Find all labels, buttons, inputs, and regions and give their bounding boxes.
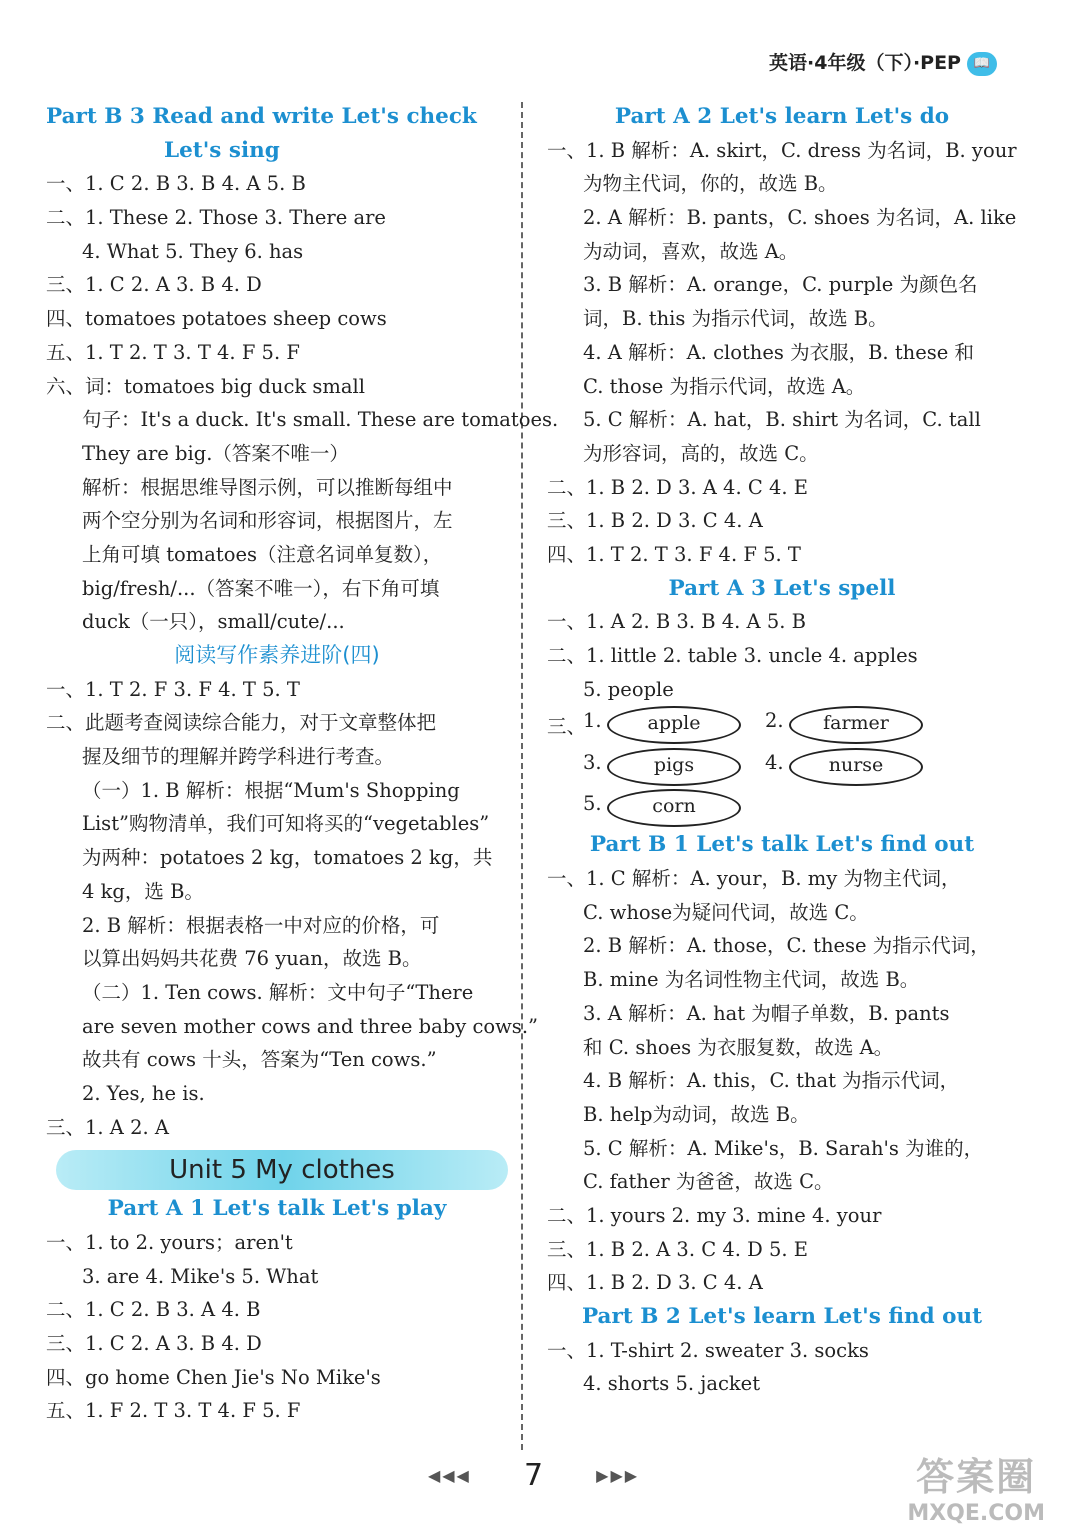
answer-line: 一、1. T-shirt 2. sweater 3. socks [547,1338,869,1362]
answer-line: 二、1. yours 2. my 3. mine 4. your [547,1203,882,1227]
answer-line: 为物主代词，你的，故选 B。 [583,172,838,196]
answer-line: 句子：It's a duck. It's small. These are tomatoes. [82,408,559,432]
answer-line: 2. A 解析：B. pants，C. shoes 为名词，A. like [583,206,1017,230]
answer-line: 四、go home Chen Jie's No Mike's [46,1365,381,1389]
answer-line: 三、1. C 2. A 3. B 4. D [46,1332,262,1356]
watermark [907,1446,1045,1526]
section-heading: Part A 3 Let's spell [668,575,896,601]
section-heading: 阅读写作素养进阶(四) [174,643,380,667]
next-arrows-icon: ▶▶▶ [596,1466,640,1485]
answer-line: 一、1. B 解析：A. skirt，C. dress 为名词，B. your [547,138,1017,162]
section-heading: Part A 2 Let's learn Let's do [614,104,950,129]
answer-line: 四、1. B 2. D 3. C 4. A [547,1271,763,1295]
answer-line: 4. A 解析：A. clothes 为衣服，B. these 和 [583,340,975,364]
page-header [769,48,997,76]
answer-line: 和 C. shoes 为衣服复数，故选 A。 [583,1035,894,1059]
answer-line: （一）1. B 解析：根据“Mum's Shopping [82,778,460,802]
book-icon: 📖 [967,52,997,76]
answer-line: 四、1. T 2. T 3. F 4. F 5. T [547,542,801,566]
unit-title: Unit 5 My clothes [56,1150,508,1190]
answer-line: They are big.（答案不唯一） [82,441,349,465]
answer-line: 握及细节的理解并跨学科进行考查。 [82,745,395,769]
left-column [46,100,559,1428]
answer-line: 5. people [583,677,674,701]
answer-line: 二、此题考查阅读综合能力，对于文章整体把 [46,711,437,735]
answer-line: 为形容词，高的，故选 C。 [583,441,819,465]
oval-section-label: 三、 [547,715,587,739]
answer-line: are seven mother cows and three baby cows.” [82,1014,538,1038]
answer-line: 为动词，喜欢，故选 A。 [583,239,799,263]
answer-line: 三、1. C 2. A 3. B 4. D [46,273,262,297]
answer-line: 三、1. B 2. A 3. C 4. D 5. E [547,1237,809,1261]
answer-line: 4. shorts 5. jacket [583,1372,761,1396]
column-divider [521,102,523,1450]
right-column [547,100,1017,1401]
answer-line: 3. are 4. Mike's 5. What [82,1264,319,1288]
header-text: 英语·4年级（下）·PEP [769,52,961,74]
answer-line: 一、1. to 2. yours；aren't [46,1231,293,1254]
answer-line: 4 kg，选 B。 [82,879,204,903]
answer-line: 五、1. T 2. T 3. T 4. F 5. F [46,340,300,364]
answer-line: 一、1. A 2. B 3. B 4. A 5. B [547,610,806,634]
section-heading: Part A 1 Let's talk Let's play [107,1196,447,1222]
answer-line: 二、1. These 2. Those 3. There are [46,206,386,230]
watermark-en: MXQE.COM [907,1501,1045,1526]
answer-line: C. whose为疑问代词，故选 C。 [583,900,869,924]
answer-line: 4. What 5. They 6. has [82,239,304,263]
section-heading: Part B 1 Let's talk Let's find out [589,832,975,858]
answer-line: 5. C 解析：A. Mike's，B. Sarah's 为谁的， [583,1136,984,1160]
answer-line: 一、1. T 2. F 3. F 4. T 5. T [46,677,300,701]
answer-line: C. those 为指示代词，故选 A。 [583,374,866,398]
answer-line: 五、1. F 2. T 3. T 4. F 5. F [46,1399,301,1423]
answer-line: 三、1. B 2. D 3. C 4. A [547,509,763,533]
oval-word: corn [607,789,741,827]
answer-line: 3. B 解析：A. orange，C. purple 为颜色名 [583,273,978,297]
answer-line: B. help为动词，故选 B。 [583,1102,810,1126]
answer-line: 以算出妈妈共花费 76 yuan，故选 B。 [82,947,422,971]
section-heading: Part B 2 Let's learn Let's find out [581,1304,983,1329]
oval-word: nurse [789,748,923,786]
answer-line: 一、1. C 解析：A. your，B. my 为物主代词， [547,867,961,891]
answer-line: 2. B 解析：A. those，C. these 为指示代词， [583,934,990,958]
answer-line: 两个空分别为名词和形容词，根据图片，左 [82,509,453,533]
answer-line: List”购物清单，我们可知将买的“vegetables” [82,812,490,836]
answer-line: （二）1. Ten cows. 解析：文中句子“There [82,980,474,1004]
answer-line: B. mine 为名词性物主代词，故选 B。 [583,968,920,992]
oval-word: apple [607,706,741,744]
answer-line: 词，B. this 为指示代词，故选 B。 [583,307,888,331]
oval-answers: 三、 1. apple 2. farmer 3. pigs 4. nurse 5. corn [547,706,1017,828]
answer-line: 解析：根据思维导图示例，可以推断每组中 [82,475,453,499]
answer-line: 4. B 解析：A. this，C. that 为指示代词， [583,1069,960,1093]
oval-word: pigs [607,748,741,786]
answer-line: 5. C 解析：A. hat，B. shirt 为名词，C. tall [583,408,981,432]
answer-line: 为两种：potatoes 2 kg，tomatoes 2 kg，共 [82,846,493,870]
answer-line: C. father 为爸爸，故选 C。 [583,1170,834,1194]
answer-line: 2. B 解析：根据表格一中对应的价格，可 [82,913,440,937]
section-subheading: Let's sing [164,137,280,163]
answer-line: 二、1. little 2. table 3. uncle 4. apples [547,644,918,667]
answer-line: 一、1. C 2. B 3. B 4. A 5. B [46,172,306,196]
answer-line: 六、词：tomatoes big duck small [46,374,365,398]
section-heading: Part B 3 Read and write Let's check [46,104,477,129]
watermark-cn: 答案圈 [916,1455,1037,1499]
answer-line: 四、tomatoes potatoes sheep cows [46,307,387,331]
oval-word: farmer [789,706,923,744]
answer-line: 上角可填 tomatoes（注意名词单复数）， [82,542,443,566]
answer-line: 二、1. B 2. D 3. A 4. C 4. E [547,475,809,499]
answer-line: 2. Yes, he is. [82,1081,205,1105]
answer-line: 二、1. C 2. B 3. A 4. B [46,1298,261,1322]
answer-line: 3. A 解析：A. hat 为帽子单数，B. pants [583,1001,950,1025]
answer-line: 故共有 cows 十头，答案为“Ten cows.” [82,1048,437,1072]
answer-line: duck（一只），small/cute/... [82,610,345,634]
answer-line: 三、1. A 2. A [46,1115,169,1139]
page-number: 7 [523,1458,544,1493]
answer-line: big/fresh/...（答案不唯一），右下角可填 [82,576,440,600]
prev-arrows-icon: ◀◀◀ [427,1466,471,1485]
